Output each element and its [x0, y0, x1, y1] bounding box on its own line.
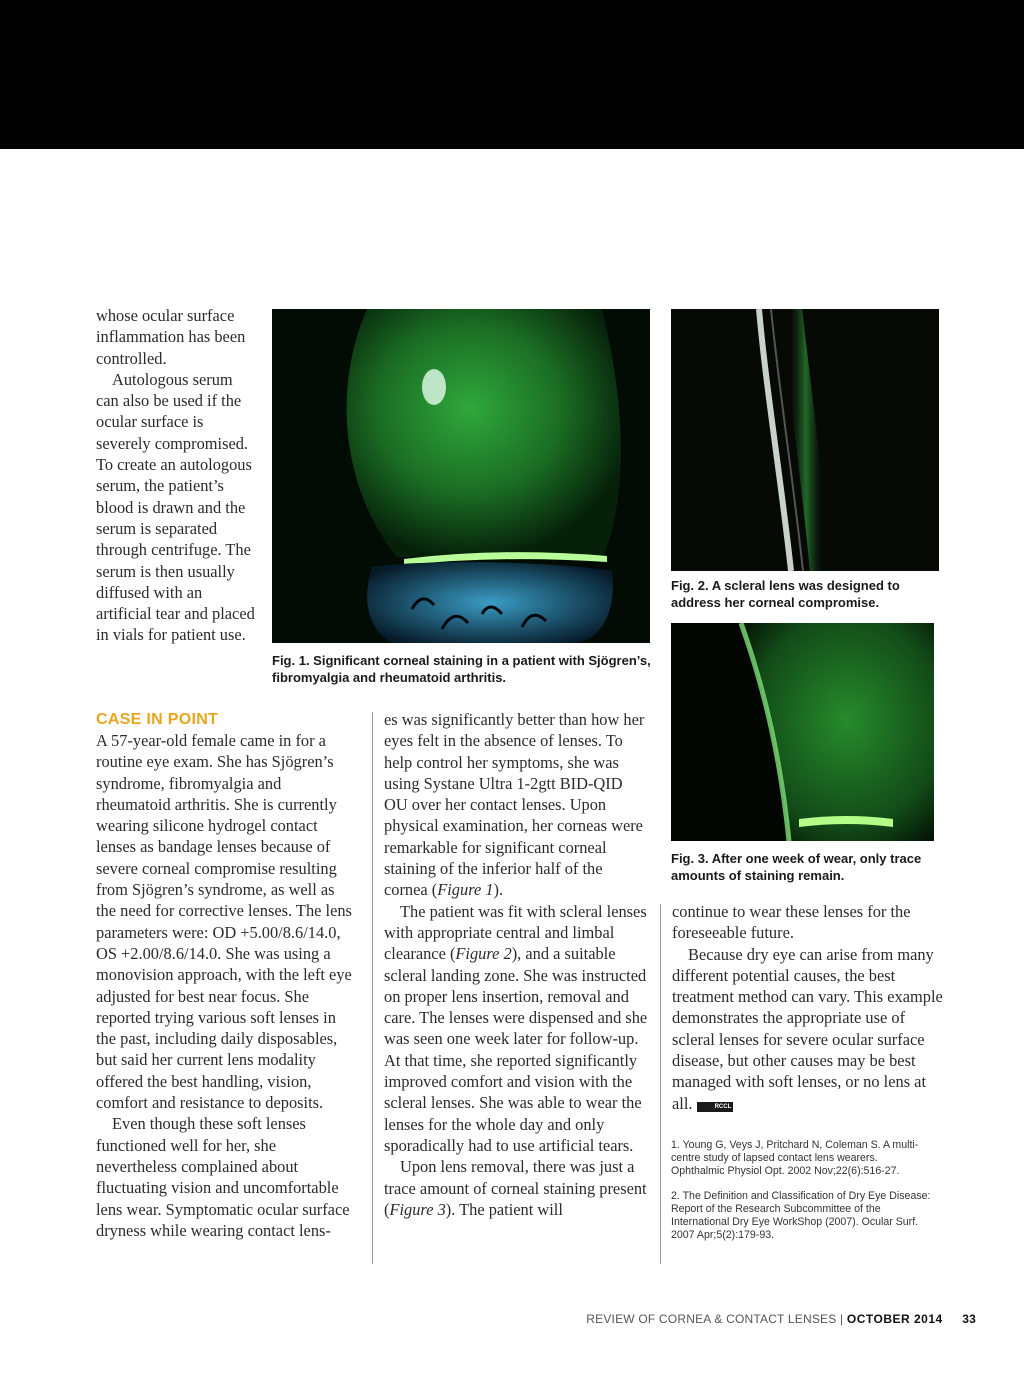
- end-mark-logo: RCCL: [697, 1102, 734, 1112]
- intro-paragraph-1: whose ocular surface inflammation has been controlled.: [96, 306, 246, 368]
- issue-date: OCTOBER 2014: [846, 1312, 943, 1326]
- column-divider-2: [660, 904, 661, 1264]
- figure-1-image: [272, 309, 650, 643]
- figure-1-reference: Figure 1: [437, 880, 494, 900]
- publication-name: REVIEW OF CORNEA & CONTACT LENSES: [586, 1312, 837, 1326]
- top-black-band: [0, 0, 1024, 149]
- figure-3-reference: Figure 3: [389, 1199, 446, 1219]
- fig2-scleral-lens-photo: [671, 309, 939, 571]
- figure-3-image: [671, 623, 934, 841]
- col2-p1-end: ).: [493, 880, 504, 900]
- case-column-1: [96, 709, 358, 1241]
- col2-p3-end: ). The patient will: [445, 1199, 563, 1219]
- fig1-slit-lamp-photo: [272, 309, 650, 643]
- figure-1-caption: Fig. 1. Significant corneal staining in a patient with Sjögren’s, fibromyalgia and rheumatoid arthritis.: [272, 653, 651, 685]
- case-col1-paragraph-1: A 57-year-old female came in for a routine eye exam. She has Sjögren’s syndrome, fibromyalgia and rheumatoid arthritis. She is currently wearing silicone hydrogel contact lenses as bandage lenses because of severe corneal compromise resulting from Sjögren’s syndrome, as well as the need for corrective lenses. The lens parameters were: OD +5.00/8.6/14.0, OS +2.00/8.6/14.0. She was using a monovision approach, with the left eye adjusted for best near focus. She reported trying various soft lenses in the past, including daily disposables, but said her current lens modality offered the best handling, vision, comfort and resistance to deposits.: [96, 731, 352, 1113]
- case-col3-paragraph-1: continue to wear these lenses for the foreseeable future.: [672, 902, 911, 943]
- figure-3-caption: Fig. 3. After one week of wear, only trace amounts of staining remain.: [671, 851, 922, 883]
- reference-2: 2. The Definition and Classification of Dry Eye Disease: Report of the Research Subcommittee of the International Dry Eye WorkShop (2007). Ocular Surf. 2007 Apr;5(2):179-93.: [671, 1189, 931, 1242]
- figure-2-image: [671, 309, 939, 571]
- figure-2-reference: Figure 2: [455, 944, 512, 964]
- figure-2-caption: Fig. 2. A scleral lens was designed to address her corneal compromise.: [671, 578, 900, 610]
- case-col2-paragraph-2: [384, 901, 650, 1157]
- case-col3-paragraph-2: [672, 944, 944, 1114]
- fig3-follow-up-photo: [671, 623, 934, 841]
- intro-column: [96, 305, 256, 646]
- case-col2-paragraph-1: [384, 709, 650, 901]
- page-number: 33: [962, 1312, 976, 1326]
- col2-p2-end: ), and a suitable scleral landing zone. She was instructed on proper lens insertion, removal and care. The lenses were dispensed and she was seen one week later for follow-up. At that time, she reported significantly improved comfort and vision with the scleral lenses. She was able to wear the lenses for the whole day and only sporadically had to use artificial tears.: [384, 944, 648, 1155]
- references: [671, 1139, 933, 1253]
- col2-p2-text: The patient was fit with scleral lenses with appropriate central and limbal clearance (: [384, 901, 647, 964]
- case-column-3: [672, 901, 944, 1114]
- case-in-point-heading: CASE IN POINT: [96, 711, 219, 728]
- reference-1: 1. Young G, Veys J, Pritchard N, Coleman S. A multi-centre study of lapsed contact lens wearers. Ophthalmic Physiol Opt. 2002 Nov;22(6):516-27.: [671, 1139, 919, 1178]
- col2-p3-text: Upon lens removal, there was just a trace amount of corneal staining present (: [384, 1157, 647, 1219]
- column-divider-1: [372, 712, 373, 1264]
- case-col2-paragraph-3: [384, 1156, 650, 1220]
- footer-separator: |: [840, 1312, 844, 1326]
- case-column-2: [384, 709, 650, 1220]
- col2-p1-text: es was significantly better than how her eyes felt in the absence of lenses. To help control her symptoms, she was using Systane Ultra 1-2gtt BID-QID OU over her contact lenses. Upon physical examination, her corneas were remarkable for significant corneal staining of the inferior half of the cornea (: [384, 710, 645, 900]
- col3-p2-text: Because dry eye can arise from many different potential causes, the best treatment method can vary. This example demonstrates the appropriate use of scleral lenses for severe ocular surface disease, but other causes may be best managed with soft lenses, or no lens at all.: [672, 944, 943, 1113]
- page-footer: [586, 1312, 976, 1326]
- case-col1-paragraph-2: Even though these soft lenses functioned well for her, she nevertheless complained about fluctuating vision and uncomfortable lens wear. Symptomatic ocular surface dryness while wearing contact lens-: [96, 1114, 350, 1240]
- intro-paragraph-2: Autologous serum can also be used if the ocular surface is severely compromised. To create an autologous serum, the patient’s blood is drawn and the serum is separated through centrifuge. The serum is then usually diffused with an artificial tear and placed in vials for patient use.: [96, 369, 255, 645]
